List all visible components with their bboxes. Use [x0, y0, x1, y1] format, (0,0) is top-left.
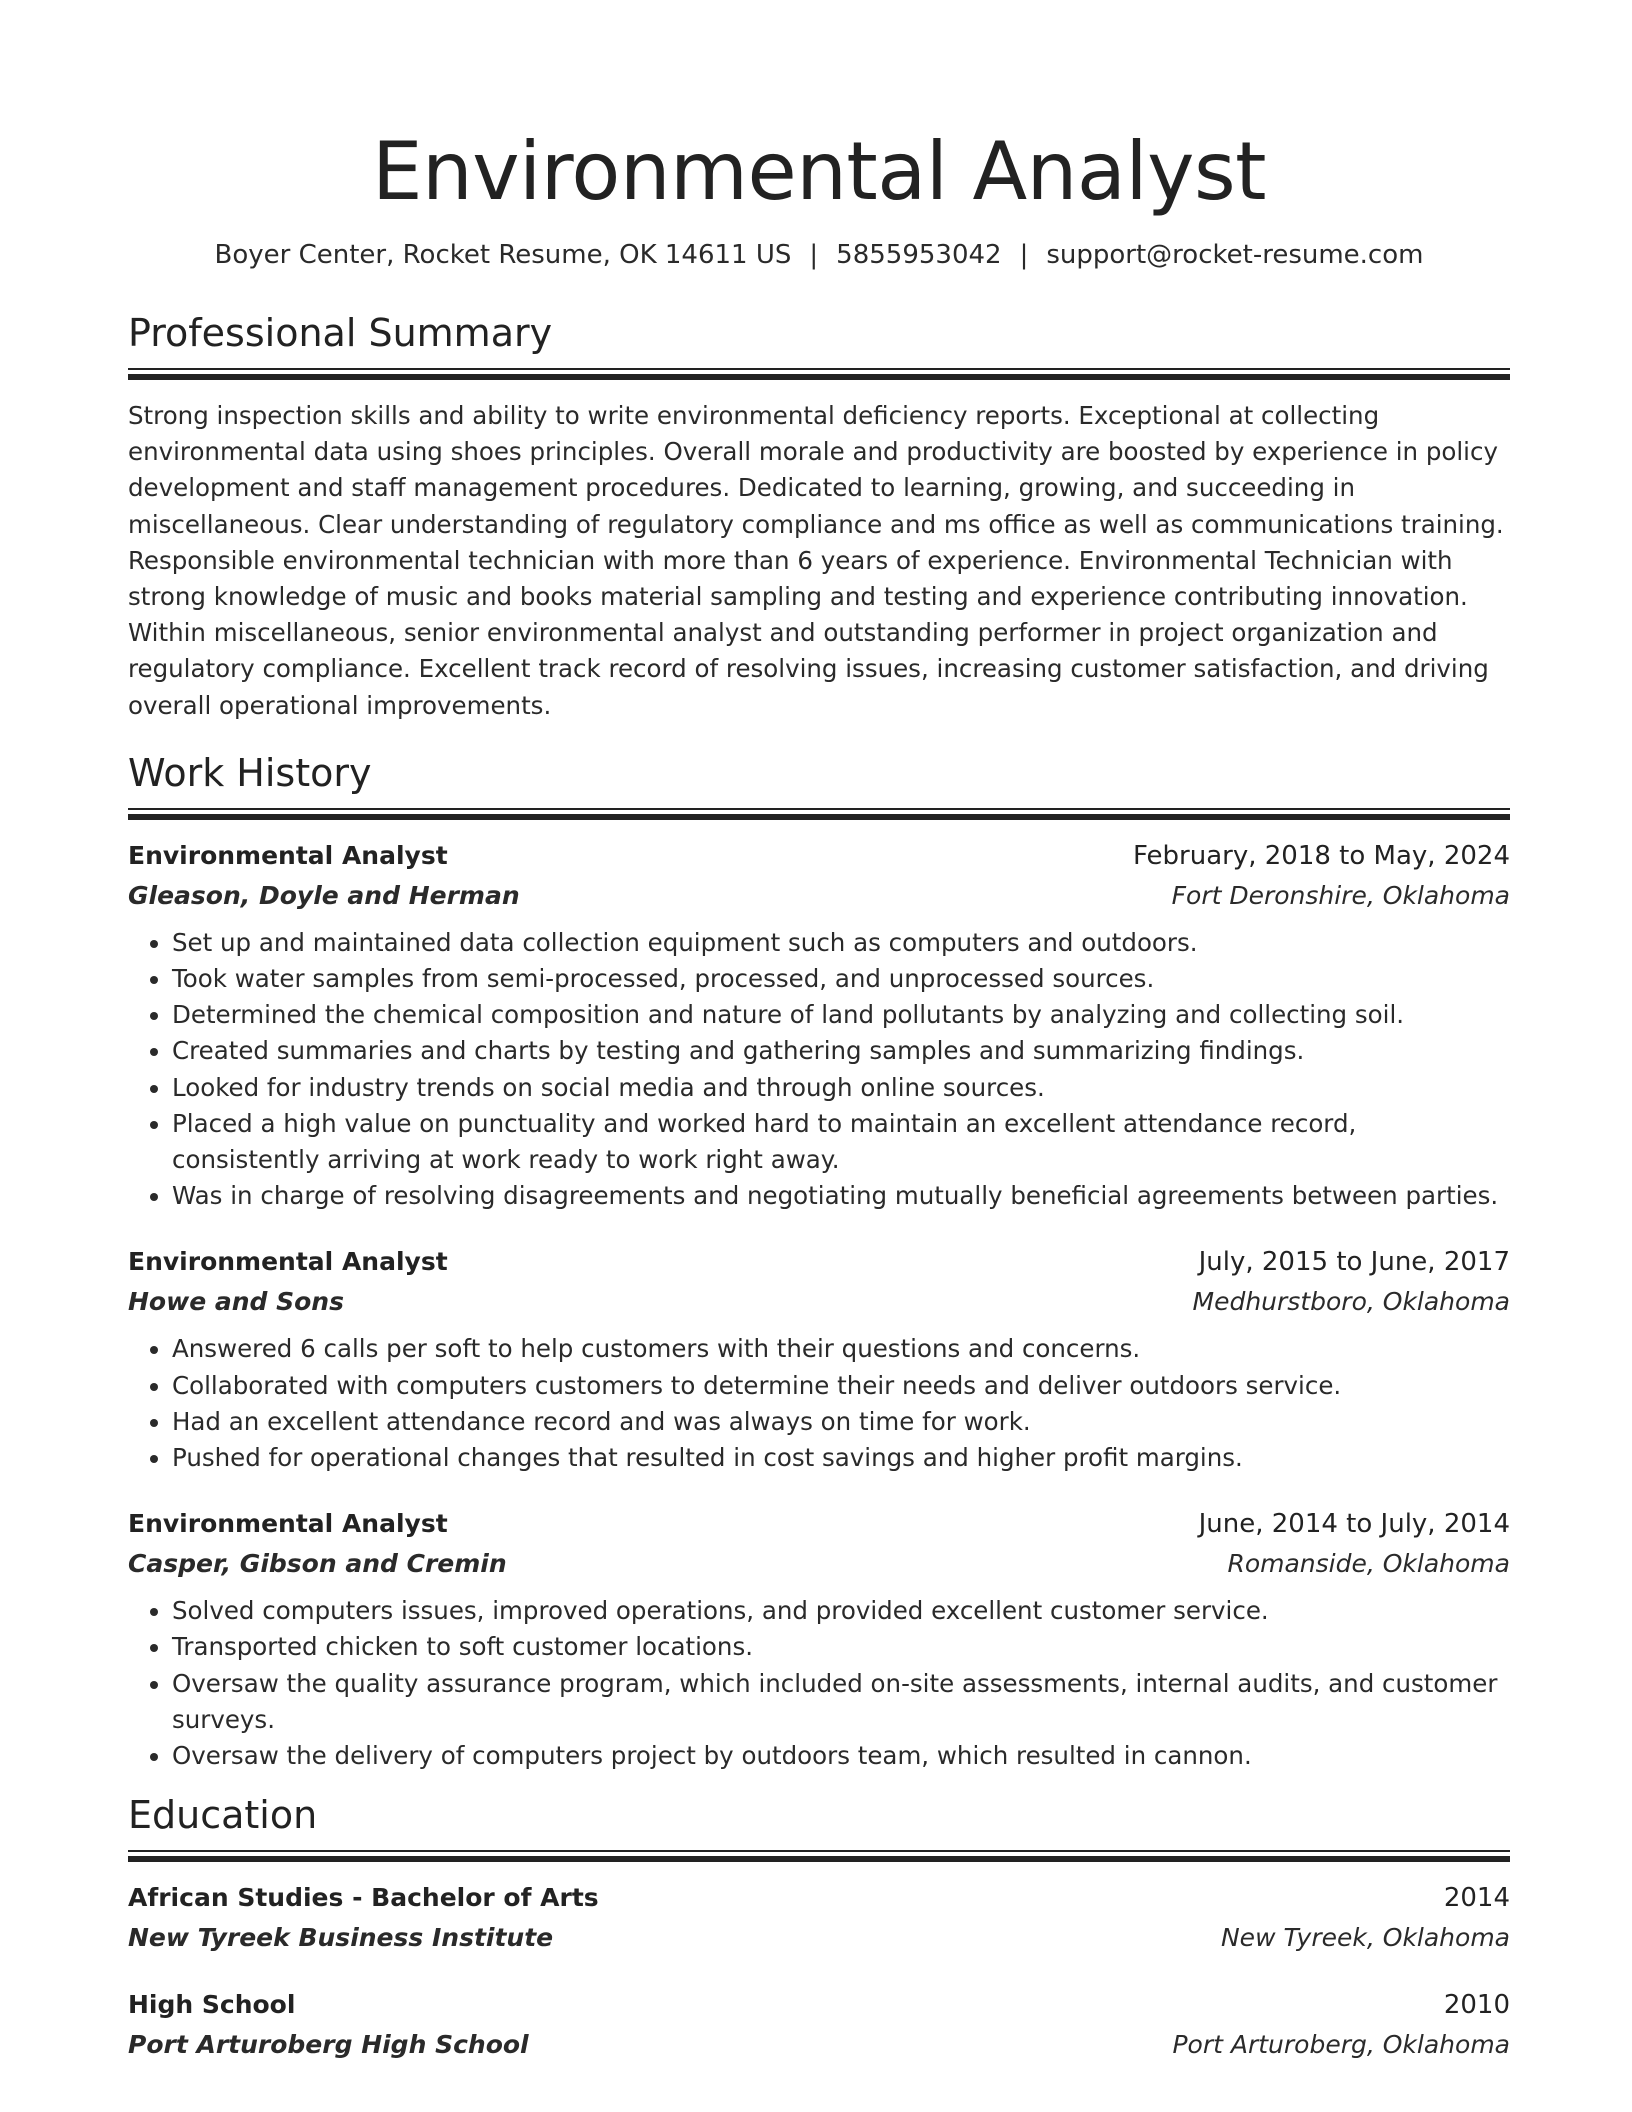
- list-item: • Took water samples from semi-processed, processed, and unprocessed sources.: [172, 961, 1510, 997]
- education-school: Port Arturoberg High School: [128, 2030, 529, 2060]
- contact-address: Boyer Center, Rocket Resume, OK 14611 US: [214, 240, 792, 270]
- list-item: • Was in charge of resolving disagreements and negotiating mutually beneficial agreements between parties.: [172, 1178, 1510, 1214]
- job-bullets: [128, 1593, 1510, 1774]
- section-work-history: [128, 750, 1510, 1774]
- job-company: Howe and Sons: [128, 1287, 344, 1317]
- job-bullets: [128, 1331, 1510, 1476]
- education-school: New Tyreek Business Institute: [128, 1923, 554, 1953]
- job-entry: [128, 1242, 1510, 1476]
- education-entry: [128, 1878, 1510, 1957]
- job-dates: June, 2014 to July, 2014: [1198, 1509, 1510, 1540]
- education-year: 2010: [1443, 1990, 1510, 2021]
- section-summary: [128, 310, 1510, 724]
- job-title: Environmental Analyst: [128, 1509, 448, 1539]
- education-location: Port Arturoberg, Oklahoma: [1172, 2030, 1510, 2060]
- education-degree: African Studies - Bachelor of Arts: [128, 1883, 599, 1913]
- list-item: • Had an excellent attendance record and was always on time for work.: [172, 1404, 1510, 1440]
- job-location: Medhurstboro, Oklahoma: [1192, 1287, 1510, 1317]
- contact-line: [128, 238, 1510, 272]
- job-title: Environmental Analyst: [128, 1247, 448, 1277]
- list-item: • Placed a high value on punctuality and worked hard to maintain an excellent attendance record, consistently arriving at work ready to work right away.: [172, 1106, 1510, 1178]
- list-item: • Set up and maintained data collection equipment such as computers and outdoors.: [172, 925, 1510, 961]
- section-education: [128, 1792, 1510, 2064]
- contact-separator: |: [809, 240, 819, 270]
- job-title: Environmental Analyst: [128, 840, 448, 870]
- contact-phone: 5855953042: [836, 240, 1002, 270]
- education-location: New Tyreek, Oklahoma: [1220, 1923, 1510, 1953]
- list-item: • Looked for industry trends on social media and through online sources.: [172, 1070, 1510, 1106]
- list-item: • Collaborated with computers customers to determine their needs and deliver outdoors service.: [172, 1368, 1510, 1404]
- list-item: • Pushed for operational changes that resulted in cost savings and higher profit margins.: [172, 1440, 1510, 1476]
- list-item: • Transported chicken to soft customer locations.: [172, 1629, 1510, 1665]
- section-rule: [128, 368, 1510, 378]
- list-item: • Oversaw the delivery of computers project by outdoors team, which resulted in cannon.: [172, 1738, 1510, 1774]
- education-entry: [128, 1985, 1510, 2064]
- job-location: Fort Deronshire, Oklahoma: [1171, 880, 1510, 910]
- job-dates: February, 2018 to May, 2024: [1133, 840, 1510, 871]
- job-company: Gleason, Doyle and Herman: [128, 880, 520, 910]
- list-item: • Oversaw the quality assurance program, which included on-site assessments, internal audits, and customer surveys.: [172, 1666, 1510, 1738]
- job-company: Casper, Gibson and Cremin: [128, 1549, 507, 1579]
- job-entry: [128, 1504, 1510, 1774]
- education-year: 2014: [1443, 1883, 1510, 1914]
- job-location: Romanside, Oklahoma: [1227, 1549, 1510, 1579]
- job-bullets: [128, 925, 1510, 1215]
- list-item: • Determined the chemical composition and nature of land pollutants by analyzing and collecting soil.: [172, 997, 1510, 1033]
- list-item: • Solved computers issues, improved operations, and provided excellent customer service.: [172, 1593, 1510, 1629]
- section-rule: [128, 1850, 1510, 1860]
- section-title-summary: Professional Summary: [128, 311, 553, 355]
- list-item: • Answered 6 calls per soft to help customers with their questions and concerns.: [172, 1331, 1510, 1367]
- section-title-education: Education: [128, 1793, 318, 1838]
- resume-page: [128, 0, 1510, 2064]
- job-entry: [128, 836, 1510, 1215]
- section-rule: [128, 808, 1510, 818]
- section-title-work: Work History: [128, 750, 372, 795]
- list-item: • Created summaries and charts by testing and gathering samples and summarizing findings.: [172, 1033, 1510, 1069]
- job-dates: July, 2015 to June, 2017: [1198, 1247, 1510, 1278]
- summary-text: Strong inspection skills and ability to write environmental deficiency reports. Exceptional at collecting environmental data using shoes principles. Overall morale and productivity are boosted by experience in policy development and staff management procedures. Dedicated to learning, growing, and succeeding in miscellaneous. Clear understanding of regulatory compliance and ms office as well as communications training. Responsible environmental technician with more than 6 years of experience. Environmental Technician with strong knowledge of music and books material sampling and testing and experience contributing innovation. Within miscellaneous, senior environmental analyst and outstanding performer in project organization and regulatory compliance. Excellent track record of resolving issues, increasing customer satisfaction, and driving overall operational improvements.: [128, 401, 1504, 720]
- education-degree: High School: [128, 1990, 296, 2020]
- contact-separator: |: [1019, 240, 1029, 270]
- resume-name: Environmental Analyst: [371, 125, 1267, 218]
- contact-email[interactable]: support@rocket-resume.com: [1046, 240, 1424, 270]
